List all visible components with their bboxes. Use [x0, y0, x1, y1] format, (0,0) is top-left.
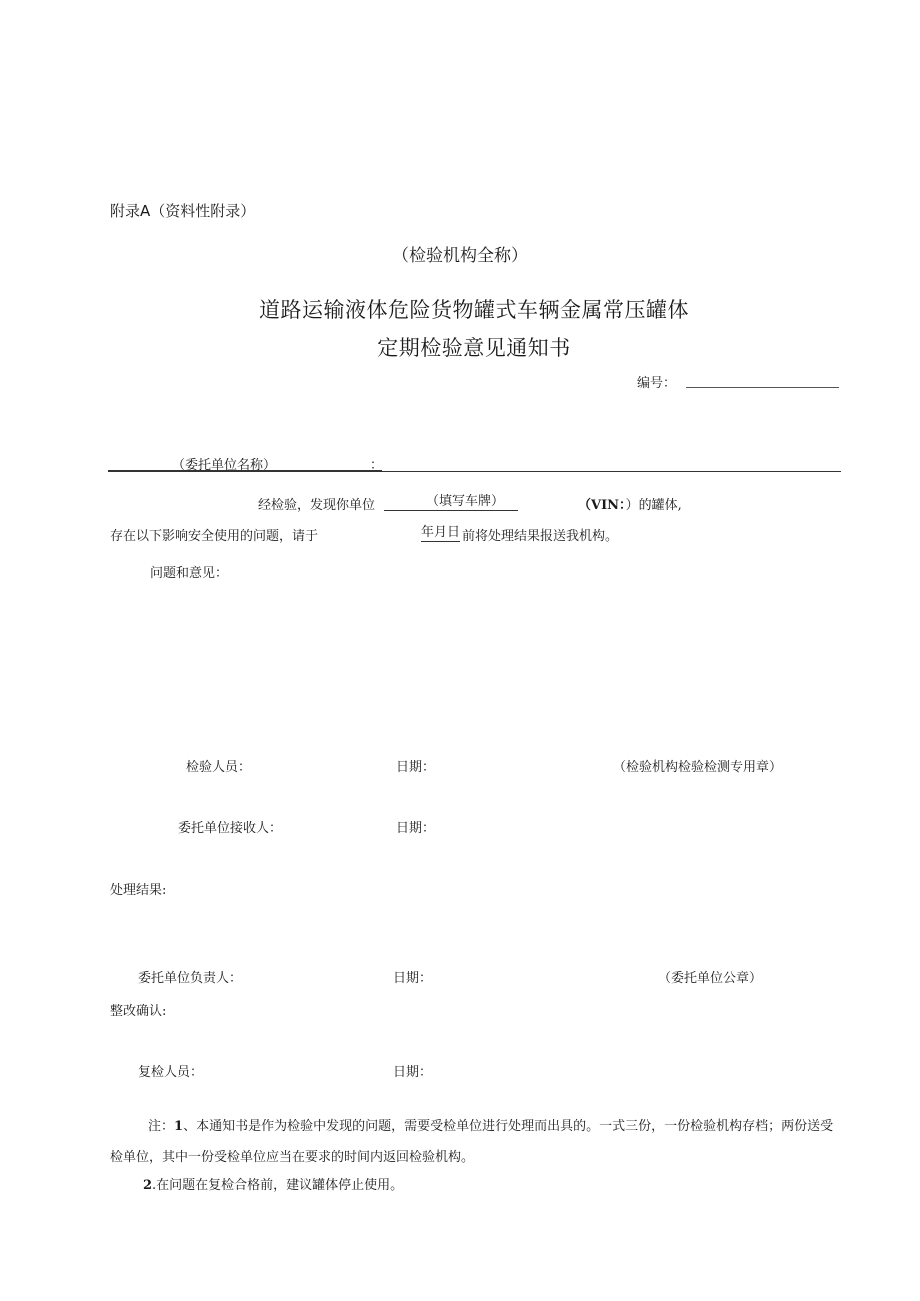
plate-number-placeholder: （填写车牌） [425, 494, 504, 509]
deadline-date-field[interactable]: 年月日 [421, 525, 461, 540]
issues-label: 问题和意见： [150, 566, 229, 581]
rectification-label: 整改确认: [110, 1004, 167, 1019]
note-1-number: 1 [174, 1119, 184, 1134]
note-1 [110, 1111, 836, 1173]
receiver-date-label: 日期： [396, 821, 436, 836]
serial-number-label: 编号： [637, 376, 677, 391]
note-2 [143, 1174, 403, 1193]
issue-sentence-start: 存在以下影响安全使用的问题，请于 [110, 529, 319, 544]
section-divider [108, 471, 841, 472]
vin-field[interactable] [578, 494, 682, 513]
note-2-number: 2 [143, 1178, 153, 1193]
inspector-date-label: 日期： [396, 760, 436, 775]
reinspector-label: 复检人员： [138, 1065, 204, 1080]
reinspector-date-label: 日期： [393, 1065, 433, 1080]
client-manager-date-label: 日期： [393, 971, 433, 986]
processing-result-label: 处理结果: [110, 883, 167, 898]
title-line-2: 定期检验意见通知书 [377, 336, 571, 360]
finding-intro-text: 经检验，发现你单位 [258, 498, 376, 513]
vin-suffix: ）的罐体, [625, 498, 682, 513]
appendix-label: 附录A（资料性附录） [110, 202, 256, 220]
note-1-text: 、本通知书是作为检验中发现的问题，需要受检单位进行处理而出具的。一式三份，一份检验机构存档；两份送受检单位，其中一份受检单位应当在要求的时间内返回检验机构。 [110, 1119, 834, 1165]
title-line-1: 道路运输液体危险货物罐式车辆金属常压罐体 [259, 298, 689, 322]
org-fullname: （检验机构全称） [392, 246, 528, 266]
client-seal-label: （委托单位公章） [658, 971, 763, 986]
org-seal-label: （检验机构检验检测专用章） [613, 760, 783, 775]
inspector-label: 检验人员： [186, 760, 252, 775]
client-name-placeholder[interactable]: （委托单位名称） [172, 458, 277, 473]
issue-sentence-end: 前将处理结果报送我机构。 [462, 529, 619, 544]
receiver-label: 委托单位接收人： [178, 821, 283, 836]
vin-prefix: （VIN： [578, 498, 626, 513]
plate-number-field[interactable] [384, 494, 518, 511]
note-prefix: 注： [148, 1119, 175, 1134]
serial-number-field[interactable] [686, 387, 839, 388]
client-name-colon: ： [370, 458, 384, 473]
client-manager-label: 委托单位负责人： [138, 971, 243, 986]
note-2-text: .在问题在复检合格前，建议罐体停止使用。 [152, 1178, 404, 1193]
